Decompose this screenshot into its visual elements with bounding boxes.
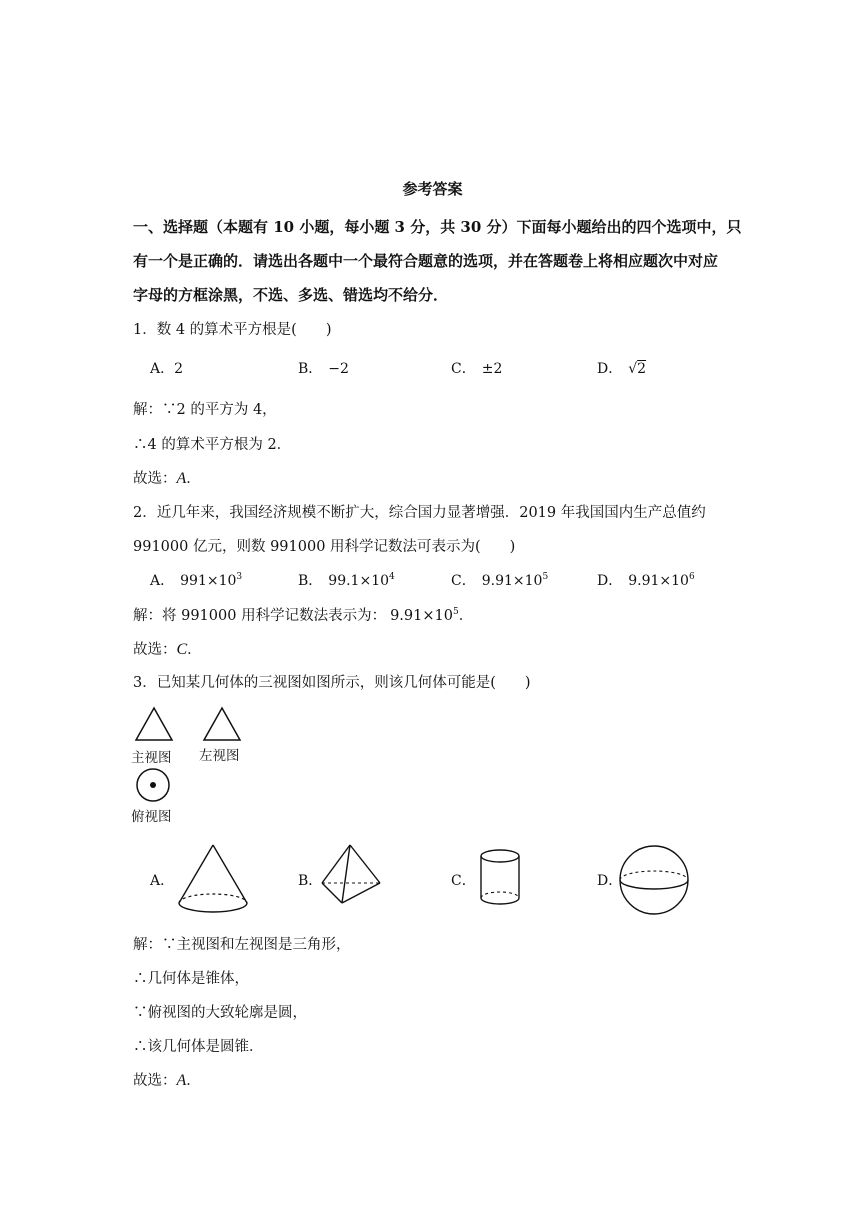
q3-answer-end: ． <box>186 1073 201 1089</box>
q3-answer-letter: A <box>176 1072 187 1089</box>
q2-option-b-label: B． <box>298 573 323 589</box>
q3-option-c-label: C． <box>451 873 476 889</box>
q3-solution-line-3: ∵俯视图的大致轮廓是圆， <box>133 1005 307 1021</box>
q3-option-b-label: B． <box>298 873 323 889</box>
sqrt-icon: √ <box>628 361 638 377</box>
q1-option-a <box>150 358 183 378</box>
q3-solution-line-1: 解：∵主视图和左视图是三角形， <box>133 937 351 953</box>
q2-option-b-exp: 4 <box>389 572 395 582</box>
q2-option-c-exp: 5 <box>542 572 549 582</box>
q1-solution-line-2: ∴4 的算术平方根为 2． <box>133 437 292 453</box>
q2-answer <box>133 638 202 659</box>
q3-solution-line-4: ∴该几何体是圆锥． <box>133 1039 264 1055</box>
q3-option-a-label: A． <box>150 873 175 889</box>
q1-option-c <box>451 358 502 378</box>
q3-option-d-label: D． <box>597 873 623 889</box>
q2-answer-letter: C <box>176 641 188 658</box>
q2-answer-prefix: 故选： <box>133 642 177 658</box>
q2-option-b <box>298 570 395 590</box>
q1-option-d <box>597 358 646 378</box>
left-view-label: 左视图 <box>199 748 240 764</box>
q3-answer <box>133 1069 201 1090</box>
q2-solution-end: ． <box>458 608 474 624</box>
q2-stem-line-1: 2．近几年来，我国经济规模不断扩大，综合国力显著增强．2019 年我国国内生产总值约 <box>133 505 706 521</box>
q1-answer-end: ． <box>186 471 201 487</box>
q2-answer-end: ． <box>187 642 202 658</box>
q2-option-d-exp: 6 <box>688 572 695 582</box>
top-view-circle-icon <box>135 767 171 803</box>
left-view-triangle-icon <box>202 706 242 742</box>
sphere-icon <box>618 844 690 916</box>
q1-answer-letter: A <box>176 470 187 487</box>
q2-option-d-base: 9.91×10 <box>628 573 689 589</box>
q2-option-c <box>451 570 548 590</box>
q1-option-c-value: ±2 <box>481 361 503 377</box>
q2-option-d <box>597 570 695 590</box>
q1-option-b-label: B． <box>298 361 323 377</box>
q2-option-b-base: 99.1×10 <box>328 573 390 589</box>
q1-option-b <box>298 358 349 378</box>
q2-stem-line-2: 991000 亿元，则数 991000 用科学记数法可表示为( ) <box>133 539 516 555</box>
q2-solution <box>133 604 473 625</box>
q2-option-d-label: D． <box>597 573 623 589</box>
pyramid-icon <box>320 843 384 907</box>
q1-solution-line-1: 解：∵2 的平方为 4， <box>133 402 277 418</box>
section-heading-line-3: 字母的方框涂黑，不选、多选、错选均不给分． <box>133 286 449 304</box>
front-view-label: 主视图 <box>131 750 172 766</box>
q1-option-a-value: 2 <box>174 361 184 377</box>
q3-solution-line-2: ∴几何体是锥体， <box>133 971 249 987</box>
q1-option-d-value: 2 <box>637 361 647 377</box>
q3-stem: 3．已知某几何体的三视图如图所示，则该几何体可能是( ) <box>133 675 531 691</box>
section-heading-line-1: 一、选择题（本题有 10 小题，每小题 3 分，共 30 分）下面每小题给出的四个选项中，只 <box>133 218 742 236</box>
q1-answer-prefix: 故选： <box>133 471 177 487</box>
q2-option-c-base: 9.91×10 <box>481 573 543 589</box>
q2-option-c-label: C． <box>451 573 476 589</box>
q2-option-a <box>150 570 242 590</box>
q2-option-a-label: A． <box>150 573 175 589</box>
q1-option-d-label: D． <box>597 361 623 377</box>
q1-answer <box>133 467 201 488</box>
q2-option-a-base: 991×10 <box>180 573 237 589</box>
cone-icon <box>177 843 249 915</box>
q2-option-a-exp: 3 <box>236 572 243 582</box>
q1-option-c-label: C． <box>451 361 476 377</box>
q3-answer-prefix: 故选： <box>133 1073 177 1089</box>
page-title: 参考答案 <box>402 180 463 198</box>
front-view-triangle-icon <box>134 706 174 742</box>
q1-option-b-value: −2 <box>328 361 349 377</box>
cylinder-icon <box>478 848 522 908</box>
q2-solution-exp: 5 <box>452 607 459 617</box>
top-view-label: 俯视图 <box>131 809 172 825</box>
q1-option-a-label: A． <box>150 361 175 377</box>
q2-solution-base: 9.91×10 <box>390 608 453 624</box>
section-heading-line-2: 有一个是正确的．请选出各题中一个最符合题意的选项，并在答题卷上将相应题次中对应 <box>133 252 719 270</box>
q1-stem: 1．数 4 的算术平方根是( ) <box>133 322 332 338</box>
q2-solution-prefix: 解：将 991000 用科学记数法表示为： <box>133 608 387 624</box>
